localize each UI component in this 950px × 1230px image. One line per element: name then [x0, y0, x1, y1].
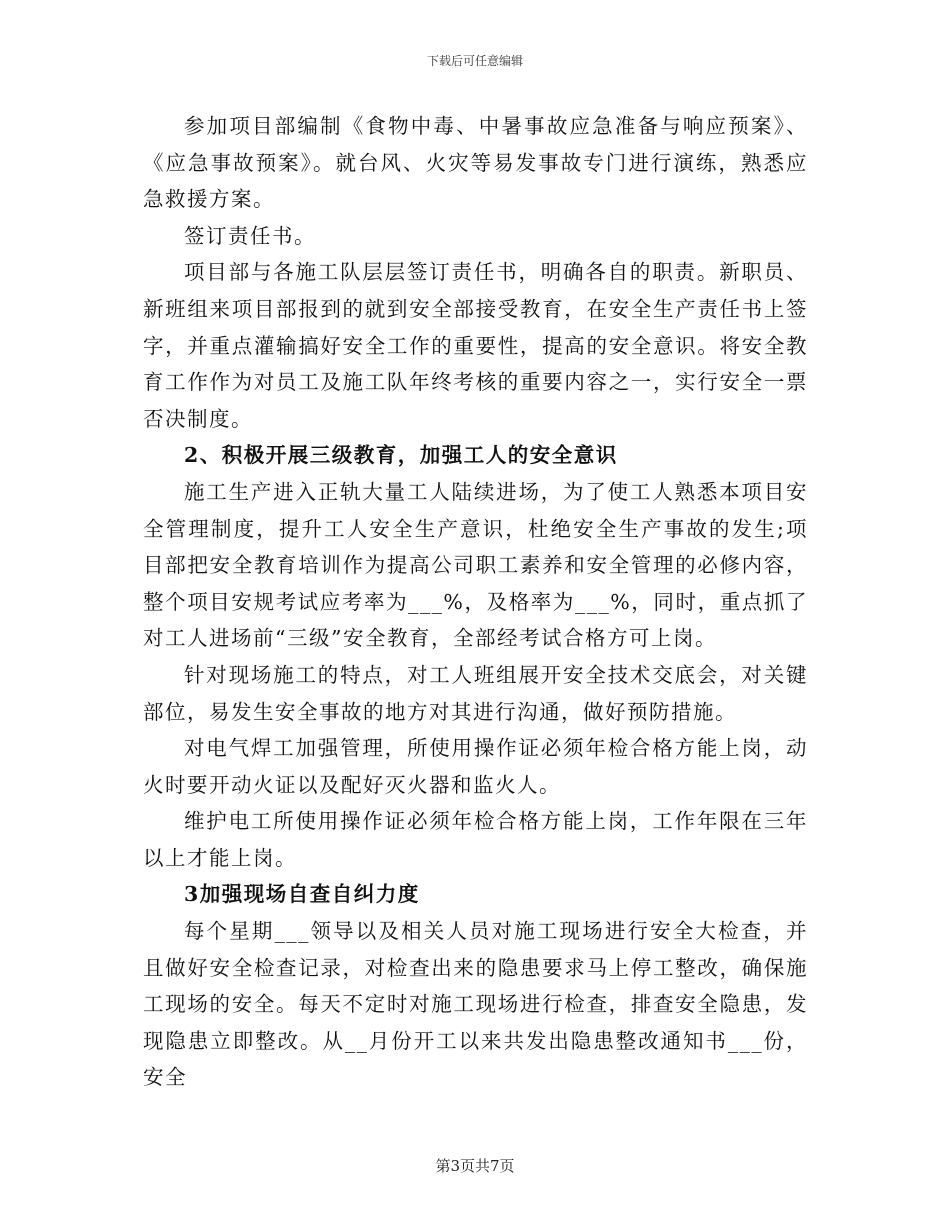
paragraph-welder-management: 对电气焊工加强管理，所使用操作证必须年检合格方能上岗，动火时要开动火证以及配好灭火器和监火人。: [143, 736, 808, 797]
paragraph-weekly-inspection: 每个星期___领导以及相关人员对施工现场进行安全大检查，并且做好安全检查记录，对检查出来的隐患要求马上停工整改，确保施工现场的安全。每天不定时对施工现场进行检查，排查安全隐患，发现隐患立即整改。从__月份开工以来共发出隐患整改通知书___份，安全: [143, 919, 808, 1090]
paragraph-emergency-plans: 参加项目部编制《食物中毒、中暑事故应急准备与响应预案》、《应急事故预案》。就台风、火灾等易发事故专门进行演练，熟悉应急救援方案。: [143, 114, 808, 212]
paragraph-safety-training: 施工生产进入正轨大量工人陆续进场，为了使工人熟悉本项目安全管理制度，提升工人安全生产意识，杜绝安全生产事故的发生;项目部把安全教育培训作为提高公司职工素养和安全管理的必修内容，整个项目安规考试应考率为___%，及格率为___%，同时，重点抓了对工人进场前“三级”安全教育，全部经考试合格方可上岗。: [143, 479, 808, 651]
section-heading-three-level-education: 2、积极开展三级教育，加强工人的安全意识: [184, 443, 618, 468]
paragraph-responsibility-details: 项目部与各施工队层层签订责任书，明确各自的职责。新职员、新班组来项目部报到的就到安全部接受教育，在安全生产责任书上签字，并重点灌输搞好安全工作的重要性，提高的安全意识。将安全教育工作作为对员工及施工队年终考核的重要内容之一，实行安全一票否决制度。: [143, 260, 808, 431]
paragraph-electrician-certification: 维护电工所使用操作证必须年检合格方能上岗，工作年限在三年以上才能上岗。: [143, 809, 808, 870]
paragraph-sign-responsibility: 签订责任书。: [184, 223, 316, 248]
paragraph-technical-briefing: 针对现场施工的特点，对工人班组展开安全技术交底会，对关键部位，易发生安全事故的地方对其进行沟通，做好预防措施。: [143, 662, 808, 724]
page-number: 第3页共7页: [435, 1157, 515, 1175]
document-body: [143, 108, 808, 1096]
section-heading-self-inspection: 3加强现场自查自纠力度: [184, 882, 420, 907]
page-header: 下载后可任意编辑: [426, 54, 523, 68]
